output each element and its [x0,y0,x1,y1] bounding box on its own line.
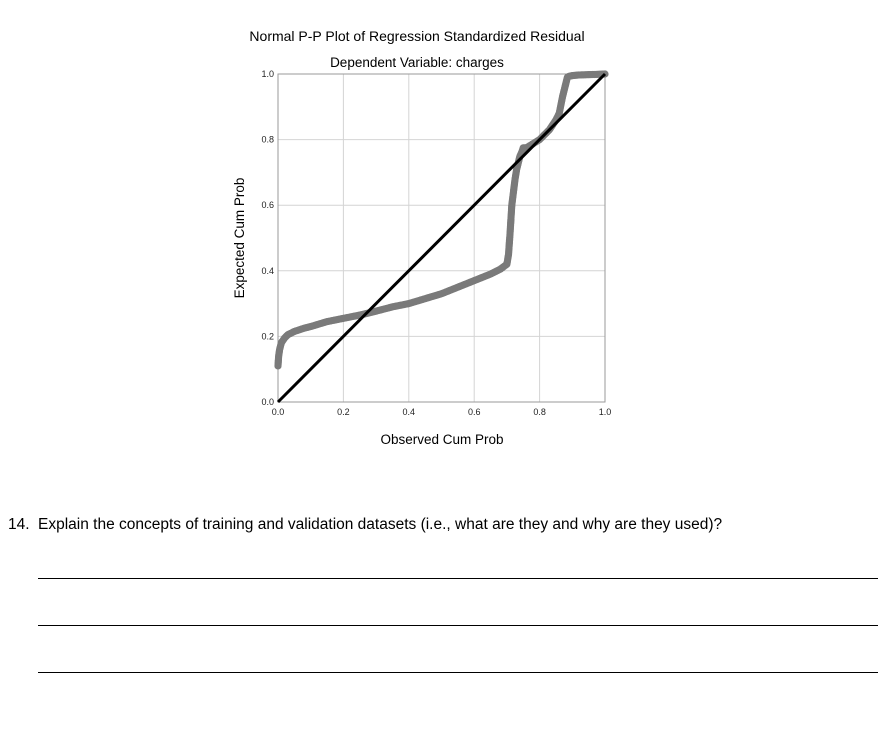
y-tick-label-0: 0.0 [261,397,274,407]
question-14 [8,516,722,534]
residual-points [274,70,608,369]
x-axis-ticks [272,407,612,417]
chart-subtitle: Dependent Variable: charges [330,55,504,70]
x-tick-label-5: 1.0 [598,407,612,417]
x-tick-label-0: 0.0 [271,407,285,417]
y-axis-ticks [261,69,274,407]
x-tick-label-1: 0.2 [337,407,350,417]
x-axis-label: Observed Cum Prob [380,432,504,447]
y-tick-label-4: 0.8 [261,134,274,145]
answer-line-3[interactable] [38,672,878,673]
y-tick-label-5: 1.0 [261,69,274,79]
question-number: 14. [8,516,30,533]
x-tick-label-3: 0.6 [467,407,481,417]
chart-title: Normal P-P Plot of Regression Standardized Residual [249,28,585,44]
answer-line-2[interactable] [38,625,878,626]
y-tick-label-1: 0.2 [261,331,274,342]
y-tick-label-3: 0.6 [261,200,274,211]
x-tick-label-4: 0.8 [533,407,546,417]
y-axis-label: Expected Cum Prob [232,177,247,299]
answer-line-1[interactable] [38,578,878,579]
reference-diagonal-line [278,74,605,402]
question-text: Explain the concepts of training and validation datasets (i.e., what are they and why are they used)? [38,516,723,533]
x-tick-label-2: 0.4 [402,407,416,417]
y-tick-label-2: 0.4 [261,265,274,276]
